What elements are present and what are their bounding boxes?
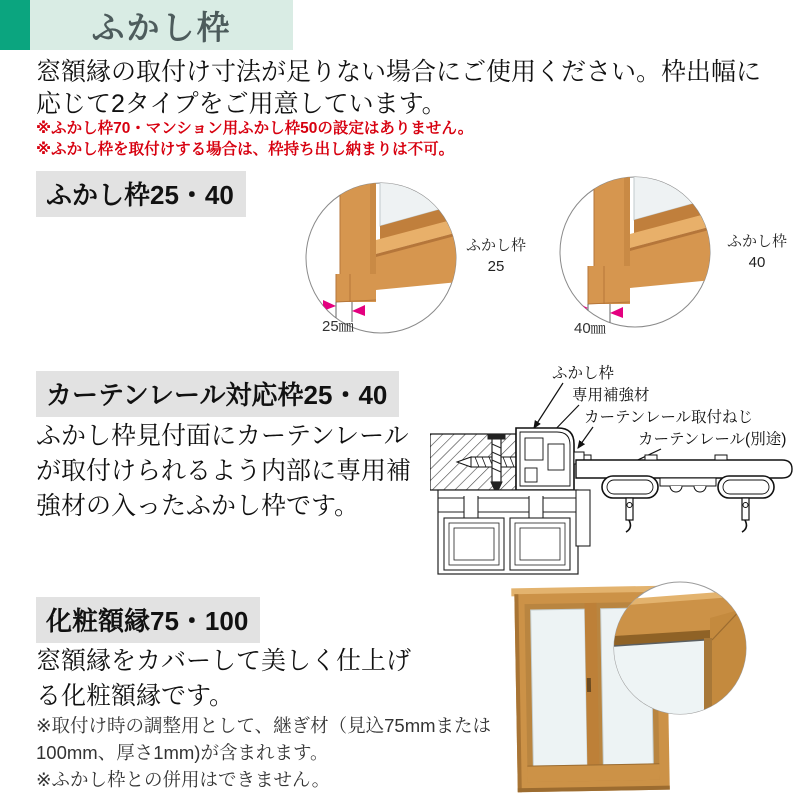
curtain-runner-2 bbox=[718, 476, 774, 532]
curtain-body bbox=[36, 419, 411, 524]
keshou-body-line-2: る化粧額縁です。 bbox=[36, 682, 235, 710]
label-fukashi-waku: ふかし枠 bbox=[552, 365, 615, 382]
header-title-band bbox=[30, 0, 293, 50]
fukashi-40-diagram bbox=[552, 170, 800, 338]
keshou-note1-line1: ※取付け時の調整用として、継ぎ材（見込75mmまたは bbox=[36, 715, 492, 736]
section-heading-keshou: 化粧額縁75・100 bbox=[36, 597, 260, 643]
curtain-rail-diagram bbox=[430, 356, 800, 591]
keshou-window-image bbox=[480, 578, 800, 800]
keshou-note1-line2: 100mm、厚さ1mm)が含まれます。 bbox=[36, 742, 329, 763]
measure-label-40: 40㎜ bbox=[574, 320, 606, 337]
keshou-body-line-1: 窓額縁をカバーして美しく仕上げ bbox=[36, 647, 412, 675]
label-curtain-rail: カーテンレール(別途) bbox=[638, 431, 787, 448]
section-heading-fukashi: ふかし枠25・40 bbox=[36, 171, 246, 217]
leader-line-fukashi bbox=[534, 383, 563, 428]
keshou-body bbox=[36, 644, 411, 714]
keshou-note2: ※ふかし枠との併用はできません。 bbox=[36, 769, 331, 790]
fukashi-profile bbox=[516, 428, 591, 490]
page-title: ふかし枠 bbox=[91, 8, 232, 46]
window-section bbox=[438, 490, 590, 574]
diagram-40-label-line2: 40 bbox=[748, 254, 766, 271]
label-reinforcement: 専用補強材 bbox=[572, 387, 650, 404]
measure-label-25: 25㎜ bbox=[322, 318, 354, 335]
diagram-25-label-line1: ふかし枠 bbox=[465, 237, 527, 254]
header-accent-block bbox=[0, 0, 30, 50]
diagram-40-label-line1: ふかし枠 bbox=[726, 233, 788, 250]
keshou-notes bbox=[36, 712, 491, 793]
section-heading-curtain: カーテンレール対応枠25・40 bbox=[36, 371, 399, 417]
curtain-body-line-1: ふかし枠見付面にカーテンレール bbox=[36, 422, 409, 450]
fukashi-25-diagram bbox=[296, 170, 536, 338]
intro-line-2: 応じて2タイプをご用意しています。 bbox=[36, 90, 447, 118]
curtain-body-line-3: 強材の入ったふかし枠です。 bbox=[36, 492, 360, 520]
intro-paragraph bbox=[36, 56, 796, 120]
diagram-25-label-line2: 25 bbox=[487, 258, 505, 275]
leader-line-screw bbox=[578, 427, 593, 448]
curtain-body-line-2: が取付けられるよう内部に専用補 bbox=[36, 457, 412, 485]
warning-line-1: ※ふかし枠70・マンション用ふかし枠50の設定はありません。 bbox=[36, 120, 474, 137]
curtain-runner-1 bbox=[602, 476, 658, 532]
intro-warnings bbox=[36, 119, 473, 160]
label-rail-screw: カーテンレール取付ねじ bbox=[584, 409, 754, 426]
intro-line-1: 窓額縁の取付け寸法が足りない場合にご使用ください。枠出幅に bbox=[36, 58, 762, 86]
warning-line-2: ※ふかし枠を取付けする場合は、枠持ち出し納まりは不可。 bbox=[36, 140, 455, 158]
window-handle bbox=[587, 678, 591, 692]
